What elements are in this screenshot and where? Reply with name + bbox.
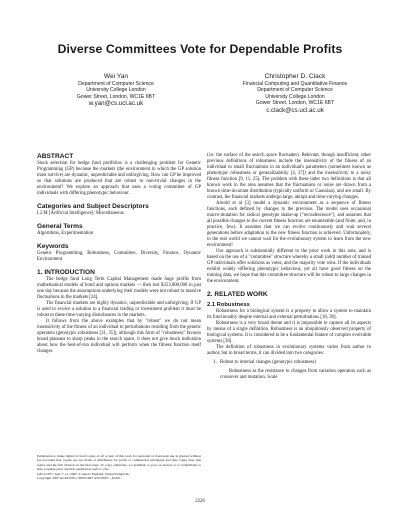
- general-terms-text: Algorithms, Experimentation: [37, 231, 94, 236]
- intro-paragraph-1: The hedge fund Long Term Capital Management made huge profits from mathematical models of bond and options markets — then lost $353,000,000 in just one day because the assumptions underlying their models were not robust to massive fluctuations in the markets [24].: [37, 277, 201, 300]
- author-block-2: [214, 73, 376, 114]
- author-email: w.yan@cs.ucl.ac.uk: [88, 100, 144, 108]
- related-work-heading: 2. RELATED WORK: [207, 291, 268, 298]
- right-column: [207, 153, 371, 381]
- general-terms-heading: General Terms: [37, 223, 83, 230]
- author-affiliation-line: Department of Computer Science: [257, 87, 333, 94]
- copyright-footnote: Permission to make digital or hard copies of all or part of this work for personal or classroom use is granted without fee provided that copies are not made or distributed for profit or commercial advantage and that copies bear this notice and the full citation on the first page. To copy otherwise, to republish, to post on servers or to redistribute to lists, requires prior specific permission and/or a fee. GECCO'07, July 7–11, 2007, London, England, United Kingdom. Copyright 2007 ACM 978-1-59593-697-4/07/0007 ...$5.00.: [37, 454, 201, 481]
- intro-paragraph-continued: (i.e. the surface of the search space fluctuates). Relevant, though insufficient, other previous definitions of robustness include the insensitivity of the fitness of an individual to small fluctuations in an individual's parameters (sometimes known as phenotypic robustness or generalizability [4, 37]) and the insensitivity to a noisy fitness function [9, 11, 25]. The problem with these latter two definitions is that all known work in the area assumes that the fluctuations or noise are drawn from a known time-invariant distribution (typically uniform or Gaussian), and are small. By contrast, the financial markets undergo large, abrupt and time-varying changes.: [207, 153, 371, 200]
- robustness-subheading: 2.1 Robustness: [207, 302, 250, 308]
- categories-heading: Categories and Subject Descriptors: [37, 203, 149, 210]
- introduction-heading: 1. INTRODUCTION: [37, 269, 95, 276]
- page-number: 2226: [195, 499, 205, 504]
- intro-paragraph-2: The financial markets are highly dynamic, unpredictable and unforgiving. If GP is used to evolve a solution to a financial trading or investment problem it must be robust to these time-varying disturbances in the markets.: [37, 301, 201, 318]
- author-affiliation-line: Gower Street, London, WC1E 6BT: [76, 93, 156, 100]
- robustness-paragraph-2: Robustness is a very broad theme and it is impossible to capture all its aspects by means of a single definition. Robustness is an ubiquitously observed property of biological systems. It is considered to be a fundamental feature of complex evolvable systems [38].: [207, 321, 371, 344]
- paper-title: Diverse Committees Vote for Dependable Profits: [57, 42, 343, 56]
- abstract-text: Stock selection for hedge fund portfolios is a challenging problem for Genetic Programming (GP) because the markets (the environment in which the GP solution must survive) are dynamic, unpredictable and unforgiving. How can GP be improved so that solutions are produced that are robust to non-trivial changes in the environment? We explore an approach that uses a voting committee of GP individuals with differing phenotypic behaviour.: [37, 161, 201, 196]
- robustness-paragraph-4: Robustness as the resistance to changes from variation operators such as crossover and mutation. Scale: [220, 369, 371, 380]
- author-name: Christopher D. Clack: [264, 73, 326, 80]
- robustness-paragraph-1: Robustness for a biological system is a property to allow a system to maintain its functionality despite internal and external perturbations [18, 38].: [207, 309, 371, 320]
- list-number: 1.: [213, 360, 217, 365]
- intro-paragraph-4: Arnold et al [3] model a dynamic environment as a sequence of fitness functions, each defined by changes to the previous. The model uses occasional macro-mutation for radical genotype shake-up ("recrudescence"), and assumes that all possible changes to the current fitness function are enumerable (and finite, and, in practice, few). It assumes that we can evolve continuously and wait several generations before adaptation to the new fitness function is achieved. Unfortunately, in the real world we cannot wait for the evolutionary system to learn from the new environment!: [207, 201, 371, 248]
- list-text: Robust to internal changes (genotypic robustness): [220, 360, 316, 365]
- author-affiliation-line: Gower Street, London, WC1E 6BT: [255, 100, 335, 107]
- author-affiliation-line: University College London: [86, 87, 146, 94]
- intro-paragraph-3: It follows from the above examples that by "robust" we do not mean insensitivity of the fitness of an individual to perturbations resulting from the genetic operators (genotypic robustness [31, 35]), although this form of "robustness" favours broad plateaus to sharp peaks in the search space, it does not give much indication about how the best-of-run individual will perform when the fitness function itself changes: [37, 319, 201, 354]
- author-affiliation-line: Department of Computer Science: [78, 81, 154, 87]
- intro-paragraph-5: Our approach is substantially different to the prior work in this area, and is based on the use of a "committee" structure whereby a small (odd) number of trained GP individuals offer solutions as votes, and the majority vote wins. If the individuals exhibit widely differing phenotypic behaviour, yet all have good fitness on the training data, we hope that this committee structure will be robust to large changes in the environment.: [207, 249, 371, 284]
- categories-text: I.2.M [Artificial Intelligence]: Miscellaneous: [37, 211, 124, 216]
- keywords-text: Genetic Programming, Robustness, Committee, Diversity, Finance, Dynamic Environment: [37, 251, 201, 262]
- robustness-paragraph-3: The definition of robustness in evolutionary systems varies from author to author, but in broad terms, it can divided into two categories:: [207, 345, 371, 356]
- author-email: c.clack@cs.ucl.ac.uk: [266, 106, 324, 114]
- author-block-1: [38, 73, 194, 108]
- author-affiliation-line: Financial Computing and Quantitative Finance: [242, 81, 348, 87]
- abstract-heading: ABSTRACT: [37, 153, 74, 160]
- list-item: [207, 360, 371, 366]
- author-affiliation-line: University College London: [265, 93, 325, 100]
- author-name: Wei Yan: [103, 73, 129, 80]
- keywords-heading: Keywords: [37, 243, 69, 250]
- left-column: [37, 153, 201, 355]
